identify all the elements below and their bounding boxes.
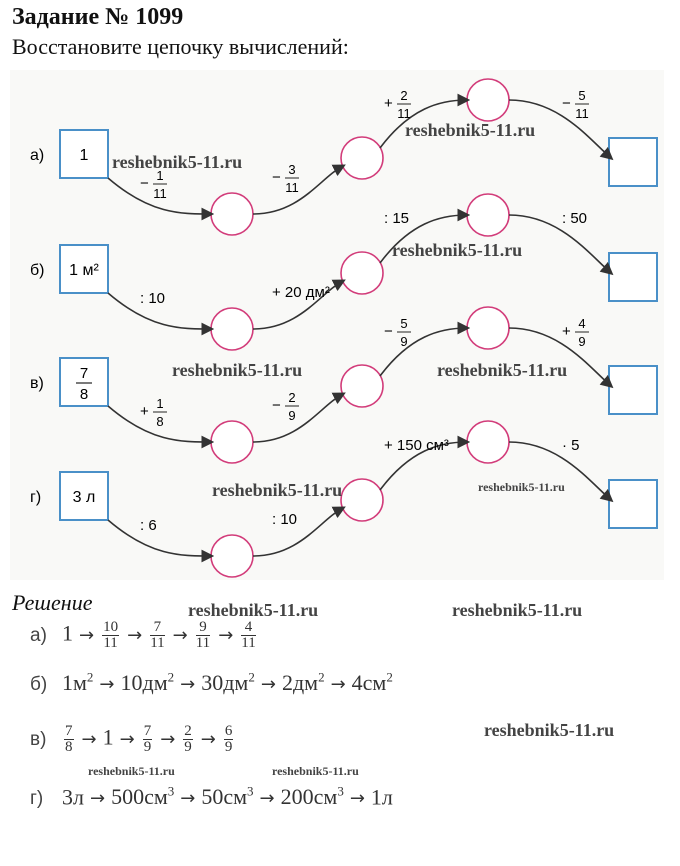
solution-fraction: $\frac{4}{11}$ — [241, 619, 256, 651]
start-denominator: 8 — [79, 386, 89, 403]
solution-value: 1 — [102, 724, 114, 750]
row-letter: б) — [30, 262, 45, 279]
arrow-icon: → — [260, 674, 276, 696]
end-box — [609, 480, 657, 528]
arrow-icon: → — [200, 728, 216, 750]
start-value: 1 м² — [69, 262, 99, 279]
op-denominator: 8 — [156, 414, 164, 429]
row-letter: в) — [30, 375, 44, 392]
op-numerator: 3 — [288, 162, 296, 177]
arrow-icon: → — [172, 624, 188, 646]
op-label: : 15 — [384, 210, 410, 227]
solution-letter: б) — [30, 674, 48, 696]
op-sign: + — [384, 95, 393, 112]
op-sign: − — [272, 397, 281, 414]
start-numerator: 7 — [79, 365, 89, 382]
chain-arrow — [253, 394, 343, 442]
solution-letter: в) — [30, 728, 47, 750]
arrow-icon: → — [160, 728, 176, 750]
op-label: + 150 см³ — [384, 437, 449, 454]
arrow-icon: → — [218, 624, 234, 646]
op-numerator: 2 — [400, 88, 408, 103]
end-box — [609, 253, 657, 301]
arrow-icon: → — [180, 674, 196, 696]
watermark-1: reshebnik5-11.ru — [112, 152, 243, 172]
arrow-icon: → — [89, 788, 106, 810]
result-circle — [467, 421, 509, 463]
op-denominator: 11 — [153, 186, 167, 201]
end-box — [609, 138, 657, 186]
watermark-11: reshebnik5-11.ru — [88, 764, 175, 778]
op-numerator: 1 — [156, 396, 164, 411]
op-numerator: 5 — [400, 316, 408, 331]
op-label: · 5 — [562, 437, 580, 454]
solution-value: $4см^2$ — [351, 670, 393, 696]
watermark-8: reshebnik5-11.ru — [188, 600, 319, 620]
result-circle — [341, 137, 383, 179]
solution-value: 1 — [62, 620, 73, 646]
page-title: Задание № 1099 — [12, 4, 184, 30]
solution-value: $1м^2$ — [62, 670, 94, 696]
watermark-5: reshebnik5-11.ru — [437, 360, 568, 380]
solution-fraction: $\frac{7}{9}$ — [143, 723, 152, 755]
op-sign: − — [140, 175, 149, 192]
result-circle — [341, 479, 383, 521]
op-sign: + — [562, 323, 571, 340]
row-letter: а) — [30, 147, 45, 164]
solution-fraction: $\frac{10}{11}$ — [103, 619, 119, 651]
solution-value: $10дм^2$ — [120, 670, 175, 696]
watermark-7: reshebnik5-11.ru — [478, 480, 565, 494]
arrow-icon: → — [127, 624, 143, 646]
op-denominator: 9 — [400, 334, 408, 349]
watermark-9: reshebnik5-11.ru — [452, 600, 583, 620]
solution-line — [30, 784, 393, 810]
op-label: + 20 дм² — [272, 284, 330, 301]
result-circle — [341, 252, 383, 294]
solution-line — [30, 670, 393, 696]
solution-fraction: $\frac{9}{11}$ — [195, 619, 211, 651]
end-box — [609, 366, 657, 414]
watermark-6: reshebnik5-11.ru — [212, 480, 343, 500]
op-denominator: 9 — [288, 408, 296, 423]
solution-letter: а) — [30, 624, 47, 646]
start-value: 3 л — [72, 489, 96, 506]
solution-line — [30, 724, 235, 755]
solution-line — [30, 620, 258, 651]
start-value: 1 — [79, 147, 89, 164]
solution-fraction: $\frac{2}{9}$ — [184, 723, 192, 755]
task-text: Восстановите цепочку вычислений: — [12, 34, 349, 59]
op-label: : 6 — [140, 517, 157, 534]
solution-fraction: $\frac{6}{9}$ — [224, 723, 233, 755]
watermark-10: reshebnik5-11.ru — [484, 720, 615, 740]
op-denominator: 9 — [578, 334, 586, 349]
op-numerator: 5 — [578, 88, 586, 103]
op-sign: − — [384, 323, 393, 340]
result-circle — [211, 535, 253, 577]
op-sign: − — [562, 95, 571, 112]
op-numerator: 1 — [156, 168, 164, 183]
solution-value: $30дм^2$ — [201, 670, 255, 696]
arrow-icon: → — [99, 674, 115, 696]
solution-value: $2дм^2$ — [281, 670, 325, 696]
chain-arrow — [253, 508, 343, 556]
result-circle — [211, 308, 253, 350]
solution-heading: Решение — [12, 590, 93, 615]
result-circle — [467, 307, 509, 349]
watermark-2: reshebnik5-11.ru — [405, 120, 536, 140]
arrow-icon: → — [349, 788, 365, 810]
arrow-icon: → — [259, 788, 275, 810]
solution-value: 3л — [62, 784, 84, 810]
solution-value: $200см^3$ — [280, 784, 344, 810]
op-denominator: 11 — [575, 106, 589, 121]
result-circle — [467, 194, 509, 236]
op-numerator: 2 — [288, 390, 296, 405]
result-circle — [211, 193, 253, 235]
solution-value: 1л — [370, 784, 393, 810]
op-label: : 10 — [140, 290, 166, 307]
chain-arrow — [108, 520, 211, 556]
op-denominator: 11 — [397, 106, 411, 121]
op-sign: + — [140, 403, 149, 420]
watermark-12: reshebnik5-11.ru — [272, 764, 359, 778]
op-numerator: 4 — [578, 316, 586, 331]
result-circle — [211, 421, 253, 463]
op-sign: − — [272, 169, 281, 186]
arrow-icon: → — [79, 624, 95, 646]
arrow-icon: → — [330, 674, 346, 696]
arrow-icon: → — [81, 728, 97, 750]
watermark-4: reshebnik5-11.ru — [172, 360, 303, 380]
arrow-icon: → — [119, 728, 135, 750]
arrow-icon: → — [180, 788, 196, 810]
solution-fraction: $\frac{7}{8}$ — [65, 723, 73, 755]
result-circle — [467, 79, 509, 121]
solution-value: $50см^3$ — [201, 784, 254, 810]
watermark-3: reshebnik5-11.ru — [392, 240, 523, 260]
result-circle — [341, 365, 383, 407]
chain-arrow — [509, 215, 611, 273]
solution-fraction: $\frac{7}{11}$ — [150, 619, 165, 651]
row-letter: г) — [30, 489, 42, 506]
op-label: : 10 — [272, 511, 298, 528]
solution-letter: г) — [30, 788, 44, 810]
op-denominator: 11 — [285, 180, 299, 195]
op-label: : 50 — [562, 210, 588, 227]
solution-value: $500см^3$ — [111, 784, 175, 810]
